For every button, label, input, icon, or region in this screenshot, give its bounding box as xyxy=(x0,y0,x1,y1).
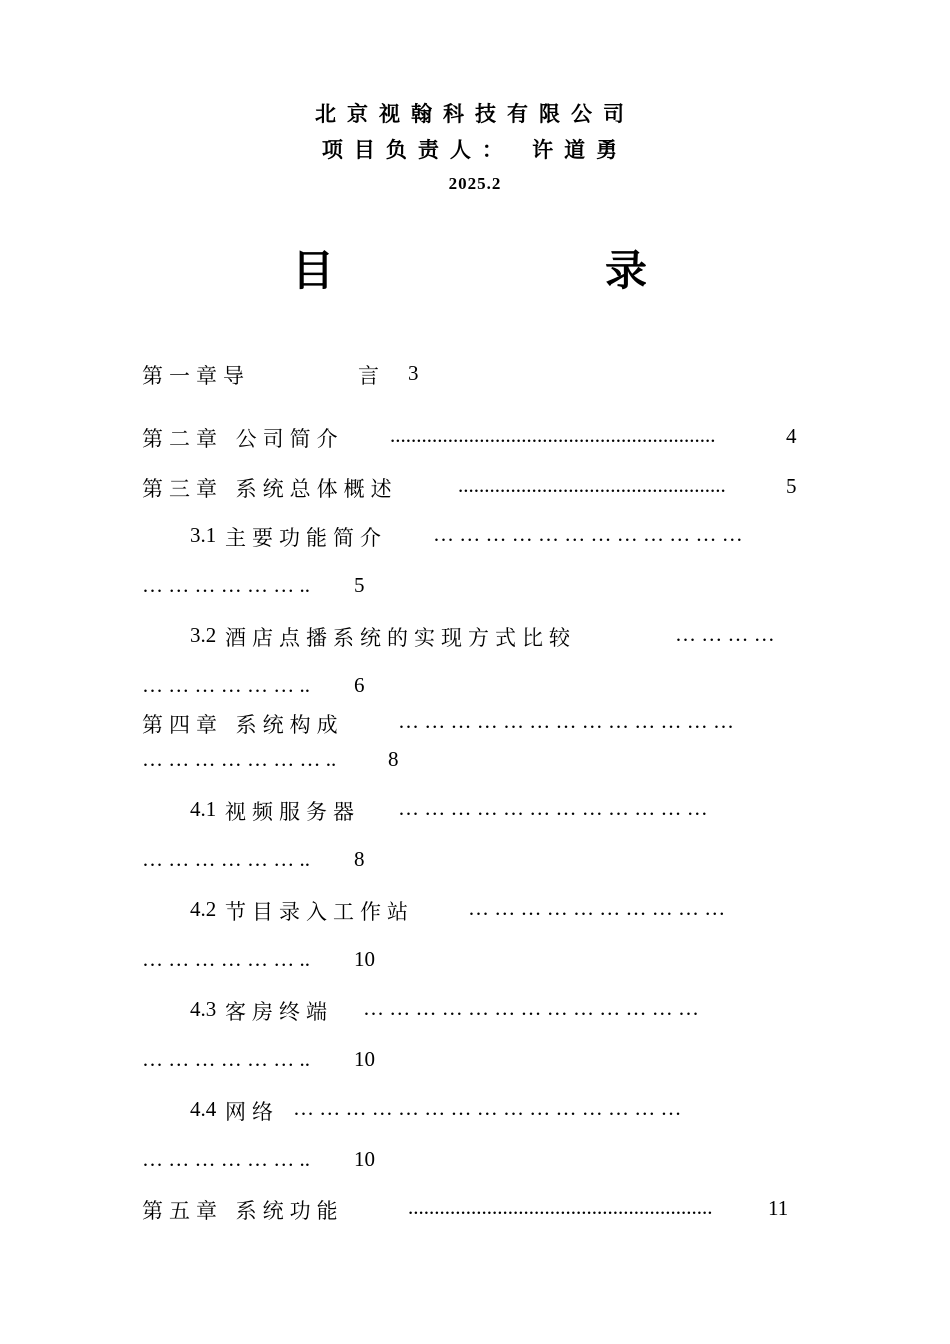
toc-ch4-page: 8 xyxy=(388,747,399,771)
toc-ch3-title: 第三章 系统总体概述 xyxy=(142,477,398,501)
toc-s32-page: 6 xyxy=(354,673,365,697)
toc-title-mu: 目 xyxy=(292,246,335,295)
project-leader: 项目负责人： 许道勇 xyxy=(321,137,629,162)
toc-ch1-title: 第一章导 xyxy=(142,364,250,388)
toc-s32-dots1: … … … … xyxy=(675,622,775,646)
toc-s44-dots2: … … … … … … .. xyxy=(142,1147,310,1171)
toc-ch5-page: 11 xyxy=(768,1196,789,1220)
toc-ch1-title2: 言 xyxy=(358,364,385,388)
toc-ch1-page: 3 xyxy=(408,361,419,385)
toc-s43-page: 10 xyxy=(354,1047,375,1071)
toc-ch2-leader: .............................................................. xyxy=(390,423,716,447)
company-name: 北京视翰科技有限公司 xyxy=(315,101,635,126)
toc-s32-num: 3.2 xyxy=(190,623,217,647)
toc-s44-dots1: … … … … … … … … … … … … … … … xyxy=(293,1096,682,1120)
toc-s43-num: 4.3 xyxy=(190,997,217,1021)
toc-ch5-leader: .......................................................... xyxy=(408,1195,713,1219)
toc-s43-title: 客房终端 xyxy=(225,1000,333,1024)
toc-s41-num: 4.1 xyxy=(190,797,217,821)
toc-s41-dots2: … … … … … … .. xyxy=(142,847,310,871)
toc-s42-dots1: … … … … … … … … … … xyxy=(468,896,726,920)
document-date: 2025.2 xyxy=(448,174,502,193)
toc-s43-dots1: … … … … … … … … … … … … … xyxy=(363,996,699,1020)
toc-s43-dots2: … … … … … … .. xyxy=(142,1047,310,1071)
toc-ch4-dots1: … … … … … … … … … … … … … xyxy=(398,709,734,733)
toc-s41-page: 8 xyxy=(354,847,365,871)
toc-s32-dots2: … … … … … … .. xyxy=(142,673,310,697)
toc-s44-num: 4.4 xyxy=(190,1097,217,1121)
toc-s44-title: 网络 xyxy=(225,1100,279,1124)
toc-s31-title: 主要功能简介 xyxy=(225,526,387,550)
toc-s32-title: 酒店点播系统的实现方式比较 xyxy=(225,626,576,650)
toc-s42-num: 4.2 xyxy=(190,897,217,921)
toc-ch2-title: 第二章 公司简介 xyxy=(142,427,344,451)
toc-s31-page: 5 xyxy=(354,573,365,597)
toc-ch4-title: 第四章 系统构成 xyxy=(142,713,344,737)
toc-s41-dots1: … … … … … … … … … … … … xyxy=(398,796,708,820)
toc-s42-title: 节目录入工作站 xyxy=(225,900,414,924)
toc-title-lu: 录 xyxy=(605,246,648,295)
toc-s41-title: 视频服务器 xyxy=(225,800,360,824)
toc-ch5-title: 第五章 系统功能 xyxy=(142,1199,344,1223)
toc-s31-num: 3.1 xyxy=(190,523,217,547)
toc-s42-page: 10 xyxy=(354,947,375,971)
toc-s42-dots2: … … … … … … .. xyxy=(142,947,310,971)
toc-s31-dots2: … … … … … … .. xyxy=(142,573,310,597)
toc-s44-page: 10 xyxy=(354,1147,375,1171)
toc-ch3-page: 5 xyxy=(786,474,797,498)
toc-ch2-page: 4 xyxy=(786,424,797,448)
toc-s31-dots1: … … … … … … … … … … … … xyxy=(433,522,743,546)
toc-ch4-dots2: … … … … … … … .. xyxy=(142,747,337,771)
toc-ch3-leader: ................................................... xyxy=(458,473,726,497)
